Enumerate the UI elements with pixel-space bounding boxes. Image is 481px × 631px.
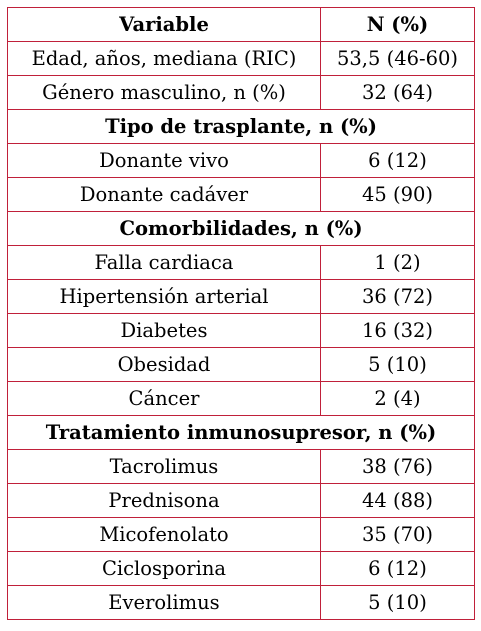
value-cell: 16 (32) xyxy=(321,314,475,348)
variable-cell: Edad, años, mediana (RIC) xyxy=(8,42,321,76)
value-cell: 35 (70) xyxy=(321,518,475,552)
variable-cell: Hipertensión arterial xyxy=(8,280,321,314)
table-row xyxy=(8,246,475,280)
header-n: N (%) xyxy=(321,8,475,42)
variable-cell: Cáncer xyxy=(8,382,321,416)
value-cell: 53,5 (46-60) xyxy=(321,42,475,76)
value-cell: 2 (4) xyxy=(321,382,475,416)
header-row xyxy=(8,8,475,42)
value-cell: 36 (72) xyxy=(321,280,475,314)
variable-cell: Micofenolato xyxy=(8,518,321,552)
table-row xyxy=(8,314,475,348)
table-row xyxy=(8,450,475,484)
table-body xyxy=(8,42,475,620)
header-variable: Variable xyxy=(8,8,321,42)
variable-cell: Género masculino, n (%) xyxy=(8,76,321,110)
section-header-row xyxy=(8,110,475,144)
variable-cell: Everolimus xyxy=(8,586,321,620)
variable-cell: Tacrolimus xyxy=(8,450,321,484)
variable-cell: Donante cadáver xyxy=(8,178,321,212)
table-row xyxy=(8,178,475,212)
variable-cell: Prednisona xyxy=(8,484,321,518)
section-header-label: Tratamiento inmunosupresor, n (%) xyxy=(8,416,475,450)
value-cell: 6 (12) xyxy=(321,144,475,178)
value-cell: 5 (10) xyxy=(321,348,475,382)
table-row xyxy=(8,42,475,76)
table-row xyxy=(8,518,475,552)
table-row xyxy=(8,484,475,518)
table-row xyxy=(8,76,475,110)
table-row xyxy=(8,586,475,620)
value-cell: 45 (90) xyxy=(321,178,475,212)
variable-cell: Donante vivo xyxy=(8,144,321,178)
variable-cell: Ciclosporina xyxy=(8,552,321,586)
section-header-row xyxy=(8,416,475,450)
table-row xyxy=(8,382,475,416)
variable-cell: Diabetes xyxy=(8,314,321,348)
table-row xyxy=(8,552,475,586)
table-row xyxy=(8,348,475,382)
patient-characteristics-table xyxy=(7,7,475,620)
value-cell: 6 (12) xyxy=(321,552,475,586)
value-cell: 5 (10) xyxy=(321,586,475,620)
variable-cell: Falla cardiaca xyxy=(8,246,321,280)
variable-cell: Obesidad xyxy=(8,348,321,382)
value-cell: 32 (64) xyxy=(321,76,475,110)
table-row xyxy=(8,280,475,314)
value-cell: 38 (76) xyxy=(321,450,475,484)
section-header-label: Tipo de trasplante, n (%) xyxy=(8,110,475,144)
table-row xyxy=(8,144,475,178)
table-header xyxy=(8,8,475,42)
section-header-label: Comorbilidades, n (%) xyxy=(8,212,475,246)
value-cell: 44 (88) xyxy=(321,484,475,518)
section-header-row xyxy=(8,212,475,246)
value-cell: 1 (2) xyxy=(321,246,475,280)
